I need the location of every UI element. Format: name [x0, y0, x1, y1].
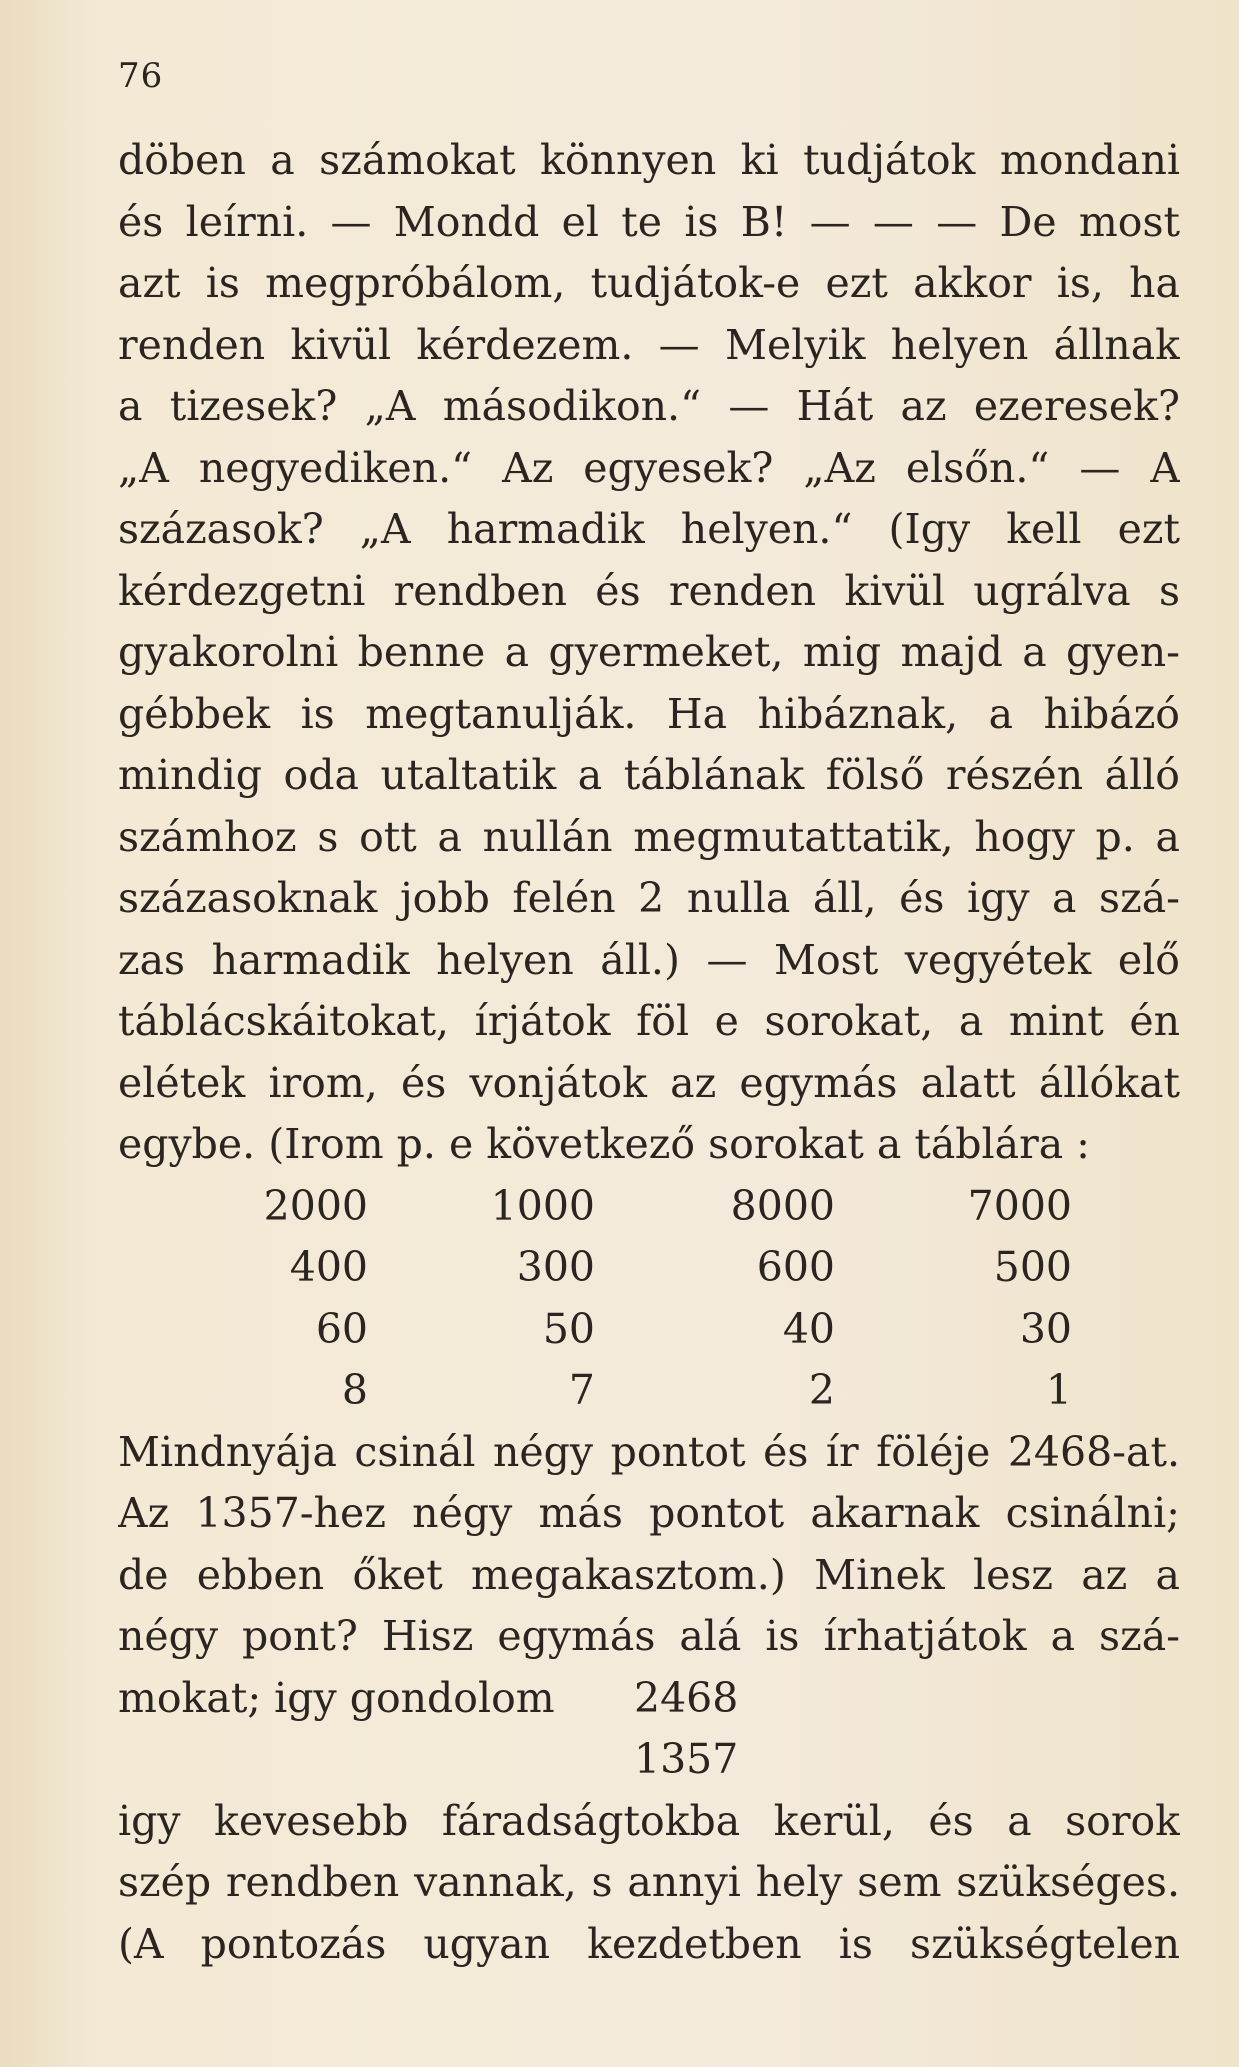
text-line: (A pontozás ugyan kezdetben is szükségtelen: [118, 1919, 1180, 1968]
text-line: igy kevesebb fáradságtokba kerül, és a sorok: [118, 1796, 1180, 1845]
text-line: egybe. (Irom p. e következő sorokat a táblára :: [118, 1120, 1090, 1168]
number-cell: 60: [315, 1304, 368, 1353]
number-cell: 600: [756, 1243, 835, 1291]
text-line: renden kivül kérdezem. — Melyik helyen állnak: [118, 320, 1180, 369]
number-cell: 2: [808, 1366, 835, 1414]
text-line: szép rendben vannak, s annyi hely sem szükséges.: [118, 1858, 1180, 1906]
text-line: százasok? „A harmadik helyen.“ (Igy kell ezt: [118, 505, 1180, 553]
number-table: [118, 1176, 1180, 1422]
number-cell: 1: [1045, 1366, 1072, 1414]
text-line: kérdezgetni rendben és renden kivül ugrálva s: [118, 566, 1180, 615]
text-line: Mindnyája csinál négy pontot és ír föléje 2468-at.: [118, 1427, 1180, 1476]
text-fragment: mokat; igy gondolom: [118, 1673, 555, 1722]
text-line: azt is megpróbálom, tudjátok-e ezt akkor is, ha: [118, 259, 1180, 307]
number-cell: 40: [782, 1304, 835, 1353]
number-cell: 7: [568, 1366, 595, 1414]
inline-number: 1357: [634, 1735, 739, 1783]
text-line: de ebben őket megakasztom.) Minek lesz az a: [118, 1550, 1180, 1599]
number-row: [118, 1237, 1180, 1299]
number-cell: 2000: [263, 1181, 368, 1230]
text-line: gébbek is megtanulják. Ha hibáznak, a hibázó: [118, 689, 1180, 738]
page-number: 76: [118, 56, 164, 96]
number-cell: 8000: [730, 1181, 835, 1230]
number-line: [118, 1729, 1180, 1791]
number-cell: 500: [993, 1243, 1072, 1291]
text-line: mindig oda utaltatik a táblának fölső részén álló: [118, 751, 1180, 799]
number-cell: 30: [1019, 1304, 1072, 1353]
inline-number: 2468: [634, 1673, 739, 1722]
text-line: a tizesek? „A másodikon.“ — Hát az ezeresek?: [118, 382, 1180, 430]
text-line: százasoknak jobb felén 2 nulla áll, és igy a szá-: [118, 874, 1180, 922]
text-line: elétek irom, és vonjátok az egymás alatt állókat: [118, 1058, 1180, 1107]
number-cell: 7000: [967, 1181, 1072, 1230]
text-line: gyakorolni benne a gyermeket, mig majd a gyen-: [118, 628, 1180, 676]
text-line: négy pont? Hisz egymás alá is írhatjátok a szá-: [118, 1612, 1180, 1660]
number-row: [118, 1299, 1180, 1361]
number-cell: 50: [542, 1304, 595, 1353]
text-line: zas harmadik helyen áll.) — Most vegyétek elő: [118, 935, 1180, 984]
text-line: táblácskáitokat, írjátok föl e sorokat, a mint én: [118, 997, 1180, 1045]
number-cell: 8: [341, 1366, 368, 1414]
text-line: Az 1357-hez négy más pontot akarnak csinálni;: [118, 1489, 1180, 1537]
text-line-with-number: [118, 1668, 1180, 1730]
number-row: [118, 1360, 1180, 1422]
number-cell: 400: [289, 1243, 368, 1291]
number-row: [118, 1176, 1180, 1238]
number-cell: 300: [516, 1243, 595, 1291]
text-line: döben a számokat könnyen ki tudjátok mondani: [118, 136, 1180, 184]
text-line: és leírni. — Mondd el te is B! — — — De most: [118, 197, 1180, 246]
number-cell: 1000: [490, 1181, 595, 1230]
page-body: [118, 130, 1180, 1975]
text-line: „A negyediken.“ Az egyesek? „Az elsőn.“ — A: [118, 443, 1180, 492]
text-line: számhoz s ott a nullán megmutattatik, hogy p. a: [118, 812, 1180, 861]
